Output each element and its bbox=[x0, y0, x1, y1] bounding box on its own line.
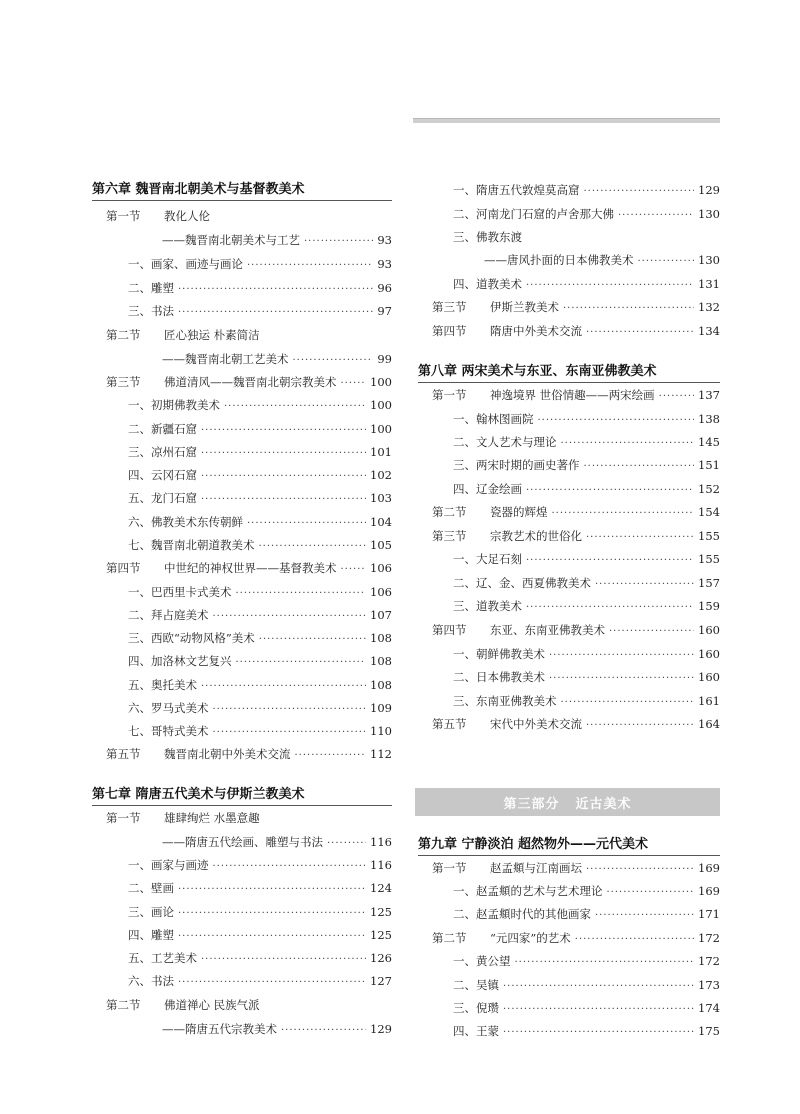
section-row-title: 神逸境界 世俗情趣——两宋绘画 bbox=[490, 388, 655, 402]
page-number: 104 bbox=[370, 515, 392, 529]
leader-dots bbox=[178, 906, 366, 922]
page-number: 175 bbox=[698, 1024, 720, 1038]
chapter-rule bbox=[418, 382, 720, 383]
leader-dots bbox=[561, 436, 695, 452]
section-number: 第五节 bbox=[106, 747, 141, 761]
leader-dots bbox=[178, 282, 373, 298]
page-number: 100 bbox=[370, 398, 392, 412]
toc-item bbox=[128, 444, 392, 462]
leader-dots bbox=[201, 423, 366, 439]
page-number: 125 bbox=[370, 928, 392, 942]
page-number: 164 bbox=[698, 717, 720, 731]
section-number: 第三节 bbox=[106, 375, 141, 389]
page-number: 169 bbox=[698, 861, 720, 875]
toc-item bbox=[453, 229, 720, 247]
toc-item-title: 二、雕塑 bbox=[128, 281, 174, 295]
section-row-title: 佛道禅心 民族气派 bbox=[164, 998, 260, 1012]
leader-dots bbox=[549, 671, 694, 687]
leader-dots bbox=[201, 469, 366, 485]
leader-dots bbox=[213, 725, 367, 741]
page-number: 108 bbox=[370, 654, 392, 668]
page-number: 130 bbox=[698, 207, 720, 221]
section-row bbox=[106, 208, 392, 226]
toc-item bbox=[128, 280, 392, 298]
leader-dots bbox=[178, 975, 366, 991]
leader-dots bbox=[178, 929, 366, 945]
page-number: 160 bbox=[698, 623, 720, 637]
toc-item bbox=[453, 481, 720, 499]
toc-item-title: 六、书法 bbox=[128, 974, 174, 988]
leader-dots bbox=[552, 506, 695, 522]
toc-item-title: 六、罗马式美术 bbox=[128, 701, 209, 715]
toc-item bbox=[128, 950, 392, 968]
toc-item-title: 六、佛教美术东传朝鲜 bbox=[128, 515, 243, 529]
page-number: 155 bbox=[698, 552, 720, 566]
toc-item bbox=[453, 906, 720, 924]
page-number: 106 bbox=[370, 561, 392, 575]
page-number: 112 bbox=[370, 747, 392, 761]
page-number: 145 bbox=[698, 435, 720, 449]
toc-item bbox=[453, 693, 720, 711]
leader-dots bbox=[259, 539, 367, 555]
page-number: 130 bbox=[698, 253, 720, 267]
toc-item bbox=[128, 303, 392, 321]
toc-item-title: 三、佛教东渡 bbox=[453, 230, 522, 244]
toc-item-title: 三、道教美术 bbox=[453, 599, 522, 613]
leader-dots bbox=[341, 562, 367, 578]
section-number: 第二节 bbox=[432, 931, 467, 945]
toc-item bbox=[128, 397, 392, 415]
page-number: 100 bbox=[370, 375, 392, 389]
section-row bbox=[106, 327, 392, 345]
toc-item bbox=[128, 927, 392, 945]
page-number: 172 bbox=[698, 954, 720, 968]
page-number: 131 bbox=[698, 277, 720, 291]
toc-item-title: 二、辽、金、西夏佛教美术 bbox=[453, 576, 591, 590]
toc-item-title: 一、朝鲜佛教美术 bbox=[453, 647, 545, 661]
section-number: 第二节 bbox=[106, 328, 141, 342]
section-row bbox=[106, 746, 392, 764]
section-row bbox=[432, 387, 720, 405]
toc-item-title: 五、龙门石窟 bbox=[128, 491, 197, 505]
toc-item bbox=[453, 977, 720, 995]
page-number: 93 bbox=[377, 257, 392, 271]
section-number: 第二节 bbox=[106, 998, 141, 1012]
toc-item bbox=[453, 598, 720, 616]
leader-dots bbox=[584, 184, 695, 200]
section-row-title: 匠心独运 朴素简洁 bbox=[164, 328, 260, 342]
toc-item bbox=[484, 252, 720, 270]
toc-item bbox=[128, 677, 392, 695]
page-number: 127 bbox=[370, 974, 392, 988]
toc-item-title: 二、新疆石窟 bbox=[128, 422, 197, 436]
toc-item-title: 一、巴西里卡式美术 bbox=[128, 585, 232, 599]
leader-dots bbox=[201, 952, 366, 968]
page-number: 169 bbox=[698, 884, 720, 898]
toc-item-title: 三、倪瓒 bbox=[453, 1001, 499, 1015]
page-number: 174 bbox=[698, 1001, 720, 1015]
leader-dots bbox=[341, 376, 367, 392]
chapter-title: 第九章 宁静淡泊 超然物外——元代美术 bbox=[418, 837, 649, 852]
page-number: 108 bbox=[370, 678, 392, 692]
chapter-title: 第八章 两宋美术与东亚、东南亚佛教美术 bbox=[418, 364, 657, 379]
toc-item-title: 四、雕塑 bbox=[128, 928, 174, 942]
toc-item bbox=[128, 904, 392, 922]
toc-item bbox=[453, 646, 720, 664]
section-row-title: 瓷器的辉煌 bbox=[490, 505, 548, 519]
section-number: 第四节 bbox=[432, 324, 467, 338]
leader-dots bbox=[563, 301, 694, 317]
leader-dots bbox=[607, 885, 695, 901]
leader-dots bbox=[503, 1025, 694, 1041]
page-number: 102 bbox=[370, 468, 392, 482]
toc-item-title: 三、西欧“动物风格”美术 bbox=[128, 631, 255, 645]
section-subtitle-row bbox=[162, 351, 392, 369]
page-number: 103 bbox=[370, 491, 392, 505]
section-row-title: 中世纪的神权世界——基督教美术 bbox=[164, 561, 337, 575]
page-number: 93 bbox=[377, 233, 392, 247]
section-row bbox=[432, 930, 720, 948]
page-number: 126 bbox=[370, 951, 392, 965]
leader-dots bbox=[526, 600, 694, 616]
page-number: 105 bbox=[370, 538, 392, 552]
leader-dots bbox=[526, 553, 694, 569]
leader-dots bbox=[201, 446, 366, 462]
section-row-title: 伊斯兰教美术 bbox=[490, 300, 559, 314]
toc-item-title: 三、画论 bbox=[128, 905, 174, 919]
section-number: 第五节 bbox=[432, 717, 467, 731]
page-number: 132 bbox=[698, 300, 720, 314]
toc-item-title: 二、河南龙门石窟的卢舍那大佛 bbox=[453, 207, 614, 221]
toc-item bbox=[128, 256, 392, 274]
page-number: 100 bbox=[370, 422, 392, 436]
toc-item bbox=[128, 630, 392, 648]
section-row-title: 魏晋南北朝中外美术交流 bbox=[164, 747, 291, 761]
section-row-title: 佛道清风——魏晋南北朝宗教美术 bbox=[164, 375, 337, 389]
page-number: 151 bbox=[698, 458, 720, 472]
section-number: 第四节 bbox=[432, 623, 467, 637]
section-number: 第一节 bbox=[106, 811, 141, 825]
toc-item bbox=[453, 551, 720, 569]
toc-item-title: 二、吴镇 bbox=[453, 978, 499, 992]
toc-item-title: 一、画家、画迹与画论 bbox=[128, 257, 243, 271]
page-number: 116 bbox=[370, 858, 392, 872]
toc-item bbox=[128, 700, 392, 718]
leader-dots bbox=[584, 459, 695, 475]
leader-dots bbox=[178, 305, 373, 321]
section-subtitle-row-title: ——魏晋南北朝美术与工艺 bbox=[162, 233, 300, 247]
page-number: 124 bbox=[370, 881, 392, 895]
page-number: 96 bbox=[377, 281, 392, 295]
leader-dots bbox=[236, 586, 367, 602]
leader-dots bbox=[213, 702, 367, 718]
leader-dots bbox=[638, 254, 695, 270]
toc-item bbox=[128, 421, 392, 439]
toc-item bbox=[453, 434, 720, 452]
section-row bbox=[106, 810, 392, 828]
section-row-title: 宋代中外美术交流 bbox=[490, 717, 582, 731]
toc-item-title: 三、书法 bbox=[128, 304, 174, 318]
toc-item-title: 一、翰林图画院 bbox=[453, 412, 534, 426]
leader-dots bbox=[259, 632, 366, 648]
toc-item-title: ——唐风扑面的日本佛教美术 bbox=[484, 253, 634, 267]
leader-dots bbox=[236, 655, 367, 671]
section-row bbox=[106, 560, 392, 578]
toc-item-title: 三、东南亚佛教美术 bbox=[453, 694, 557, 708]
section-subtitle-row-title: ——隋唐五代宗教美术 bbox=[162, 1022, 277, 1036]
page-number: 159 bbox=[698, 599, 720, 613]
leader-dots bbox=[549, 648, 694, 664]
toc-item-title: 四、加洛林文艺复兴 bbox=[128, 654, 232, 668]
section-number: 第三节 bbox=[432, 529, 467, 543]
leader-dots bbox=[561, 695, 695, 711]
chapter-rule bbox=[92, 200, 392, 201]
section-number: 第二节 bbox=[432, 505, 467, 519]
section-subtitle-row-title: ——隋唐五代绘画、雕塑与书法 bbox=[162, 835, 323, 849]
section-row bbox=[432, 716, 720, 734]
toc-item-title: 三、凉州石窟 bbox=[128, 445, 197, 459]
section-number: 第三节 bbox=[432, 300, 467, 314]
toc-item-title: 二、赵孟頫时代的其他画家 bbox=[453, 907, 591, 921]
toc-item bbox=[128, 653, 392, 671]
toc-item bbox=[128, 537, 392, 555]
toc-item-title: 三、两宋时期的画史著作 bbox=[453, 458, 580, 472]
leader-dots bbox=[178, 882, 366, 898]
leader-dots bbox=[201, 679, 366, 695]
chapter-title: 第六章 魏晋南北朝美术与基督教美术 bbox=[92, 182, 305, 197]
leader-dots bbox=[304, 234, 373, 250]
toc-item-title: 一、大足石刻 bbox=[453, 552, 522, 566]
leader-dots bbox=[503, 979, 694, 995]
toc-item-title: 四、辽金绘画 bbox=[453, 482, 522, 496]
toc-item bbox=[453, 883, 720, 901]
leader-dots bbox=[201, 492, 366, 508]
toc-item-title: 五、工艺美术 bbox=[128, 951, 197, 965]
page-number: 160 bbox=[698, 670, 720, 684]
chapter-title: 第七章 隋唐五代美术与伊斯兰教美术 bbox=[92, 787, 305, 802]
page-number: 138 bbox=[698, 412, 720, 426]
leader-dots bbox=[586, 530, 694, 546]
section-row bbox=[106, 997, 392, 1015]
toc-item bbox=[128, 607, 392, 625]
toc-item bbox=[128, 467, 392, 485]
toc-item bbox=[453, 1023, 720, 1041]
section-number: 第一节 bbox=[432, 388, 467, 402]
leader-dots bbox=[586, 718, 694, 734]
page-number: 154 bbox=[698, 505, 720, 519]
toc-item bbox=[453, 575, 720, 593]
toc-item bbox=[453, 669, 720, 687]
page-number: 129 bbox=[370, 1022, 392, 1036]
page-number: 160 bbox=[698, 647, 720, 661]
toc-item-title: 一、黄公望 bbox=[453, 954, 511, 968]
leader-dots bbox=[295, 748, 367, 764]
page-number: 171 bbox=[698, 907, 720, 921]
leader-dots bbox=[213, 609, 367, 625]
page-number: 137 bbox=[698, 388, 720, 402]
page-number: 134 bbox=[698, 324, 720, 338]
toc-item-title: 四、道教美术 bbox=[453, 277, 522, 291]
page-number: 107 bbox=[370, 608, 392, 622]
leader-dots bbox=[575, 932, 694, 948]
section-row bbox=[432, 528, 720, 546]
leader-dots bbox=[526, 483, 694, 499]
section-subtitle-row bbox=[162, 1021, 392, 1039]
page-number: 109 bbox=[370, 701, 392, 715]
page-number: 157 bbox=[698, 576, 720, 590]
header-rule bbox=[413, 118, 720, 123]
toc-item bbox=[128, 973, 392, 991]
toc-item-title: 四、王蒙 bbox=[453, 1024, 499, 1038]
toc-item-title: 四、云冈石窟 bbox=[128, 468, 197, 482]
section-row bbox=[432, 504, 720, 522]
leader-dots bbox=[609, 624, 694, 640]
chapter-rule bbox=[92, 805, 392, 806]
page-number: 99 bbox=[377, 352, 392, 366]
section-row-title: 雄肆绚烂 水墨意趣 bbox=[164, 811, 260, 825]
leader-dots bbox=[224, 399, 366, 415]
leader-dots bbox=[595, 577, 694, 593]
leader-dots bbox=[247, 258, 373, 274]
leader-dots bbox=[247, 516, 366, 532]
page-number: 106 bbox=[370, 585, 392, 599]
toc-item bbox=[128, 584, 392, 602]
part-title: 近古美术 bbox=[575, 796, 632, 812]
section-number: 第一节 bbox=[106, 209, 141, 223]
section-row bbox=[432, 622, 720, 640]
toc-item bbox=[453, 276, 720, 294]
leader-dots bbox=[503, 1002, 694, 1018]
leader-dots bbox=[586, 325, 694, 341]
page-number: 172 bbox=[698, 931, 720, 945]
toc-item-title: 二、日本佛教美术 bbox=[453, 670, 545, 684]
section-row bbox=[432, 299, 720, 317]
leader-dots bbox=[515, 955, 695, 971]
section-row-title: 赵孟頫与江南画坛 bbox=[490, 861, 582, 875]
toc-item bbox=[453, 411, 720, 429]
section-row-title: “元四家”的艺术 bbox=[490, 931, 571, 945]
page-number: 155 bbox=[698, 529, 720, 543]
section-row bbox=[432, 860, 720, 878]
toc-item bbox=[453, 206, 720, 224]
leader-dots bbox=[595, 908, 694, 924]
toc-item-title: 二、文人艺术与理论 bbox=[453, 435, 557, 449]
toc-item-title: 一、赵孟頫的艺术与艺术理论 bbox=[453, 884, 603, 898]
part-label: 第三部分 bbox=[503, 796, 560, 812]
section-row-title: 东亚、东南亚佛教美术 bbox=[490, 623, 605, 637]
leader-dots bbox=[213, 859, 367, 875]
part-banner bbox=[415, 788, 720, 816]
toc-item-title: 二、拜占庭美术 bbox=[128, 608, 209, 622]
leader-dots bbox=[526, 278, 694, 294]
toc-item-title: 二、壁画 bbox=[128, 881, 174, 895]
leader-dots bbox=[281, 1023, 366, 1039]
section-row-title: 隋唐中外美术交流 bbox=[490, 324, 582, 338]
chapter-rule bbox=[418, 855, 720, 856]
toc-item-title: 一、初期佛教美术 bbox=[128, 398, 220, 412]
section-number: 第四节 bbox=[106, 561, 141, 575]
toc-item bbox=[453, 457, 720, 475]
toc-item bbox=[128, 880, 392, 898]
section-subtitle-row-title: ——魏晋南北朝工艺美术 bbox=[162, 352, 289, 366]
toc-item-title: 一、画家与画迹 bbox=[128, 858, 209, 872]
section-row-title: 宗教艺术的世俗化 bbox=[490, 529, 582, 543]
toc-item bbox=[453, 953, 720, 971]
leader-dots bbox=[538, 413, 695, 429]
section-row-title: 教化人伦 bbox=[164, 209, 210, 223]
toc-item bbox=[128, 857, 392, 875]
section-row bbox=[106, 374, 392, 392]
toc-item bbox=[453, 182, 720, 200]
section-number: 第一节 bbox=[432, 861, 467, 875]
section-subtitle-row bbox=[162, 232, 392, 250]
toc-item-title: 七、哥特式美术 bbox=[128, 724, 209, 738]
toc-item bbox=[453, 1000, 720, 1018]
page-number: 161 bbox=[698, 694, 720, 708]
toc-item-title: 七、魏晋南北朝道教美术 bbox=[128, 538, 255, 552]
page-number: 152 bbox=[698, 482, 720, 496]
toc-item bbox=[128, 490, 392, 508]
section-row bbox=[432, 323, 720, 341]
page-number: 108 bbox=[370, 631, 392, 645]
leader-dots bbox=[327, 836, 366, 852]
page-number: 129 bbox=[698, 183, 720, 197]
page-number: 97 bbox=[377, 304, 392, 318]
toc-item-title: 五、奥托美术 bbox=[128, 678, 197, 692]
leader-dots bbox=[586, 862, 694, 878]
leader-dots bbox=[293, 353, 374, 369]
leader-dots bbox=[618, 208, 694, 224]
leader-dots bbox=[659, 389, 694, 405]
page-number: 101 bbox=[370, 445, 392, 459]
toc-item-title: 一、隋唐五代敦煌莫高窟 bbox=[453, 183, 580, 197]
page-number: 173 bbox=[698, 978, 720, 992]
toc-item bbox=[128, 723, 392, 741]
page-number: 110 bbox=[370, 724, 392, 738]
page-number: 125 bbox=[370, 905, 392, 919]
toc-item bbox=[128, 514, 392, 532]
section-subtitle-row bbox=[162, 834, 392, 852]
page-number: 116 bbox=[370, 835, 392, 849]
